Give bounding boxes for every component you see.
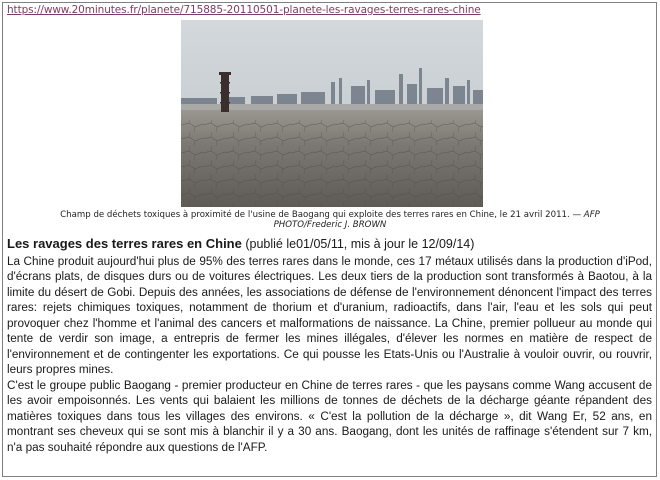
article-dates: (publié le01/05/11, mis à jour le 12/09/14) (245, 237, 475, 251)
article (7, 236, 652, 455)
photo-caption (60, 210, 600, 230)
article-paragraph-1: La Chine produit aujourd'hui plus de 95% des terres rares dans le monde, ces 17 métaux utilisés dans la production d'iPod, d'écrans plats, de disques durs ou de voitures électriques. Les deux tiers de la production sont transformés à Baotou, à la limite du désert de Gobi. Depuis des années, les associations de défense de l'environnement dénoncent l'impact des terres rares: rejets chimiques toxiques, notamment de thorium et d'uranium, radioactifs, dans l'air, l'eau et les sols qui peut provoquer chez l'homme et l'animal des cancers et malformations de naissance. La Chine, premier pollueur au monde qui tente de verdir son image, a entrepris de fermer les mines illégales, d'élever les normes en matière de respect de l'environnement et de contingenter les exportations. Ce qui pousse les Etats-Unis ou l'Australie à vouloir ouvrir, ou rouvrir, leurs propres mines. (7, 254, 652, 376)
photo-credit: — AFP PHOTO/Frederic J. BROWN (273, 210, 600, 230)
photo-image (181, 20, 483, 207)
article-header (7, 236, 652, 253)
toxic-waste-field-photo (181, 20, 483, 207)
article-body (7, 254, 652, 456)
source-link[interactable]: https://www.20minutes.fr/planete/715885-20110501-planete-les-ravages-terres-rares-chine (7, 4, 481, 16)
caption-text: Champ de déchets toxiques à proximité de l'usine de Baogang qui exploite des terres rares en Chine, le 21 avril 2011. (60, 210, 570, 220)
article-title: Les ravages des terres rares en Chine (7, 236, 242, 251)
article-paragraph-2: C'est le groupe public Baogang - premier producteur en Chine de terres rares - que les paysans comme Wang accusent de les avoir empoisonnés. Les vents qui balaient les millions de tonnes de déchets de la décharge géante répandent des matières toxiques dans tous les villages des environs. « C'est la pollution de la décharge », dit Wang Er, 52 ans, en montrant ses cheveux qui se sont mis à blanchir il y a 30 ans. Baogang, dont les unités de raffinage s'étendent sur 7 km, n'a pas souhaité répondre aux questions de l'AFP. (7, 378, 652, 454)
